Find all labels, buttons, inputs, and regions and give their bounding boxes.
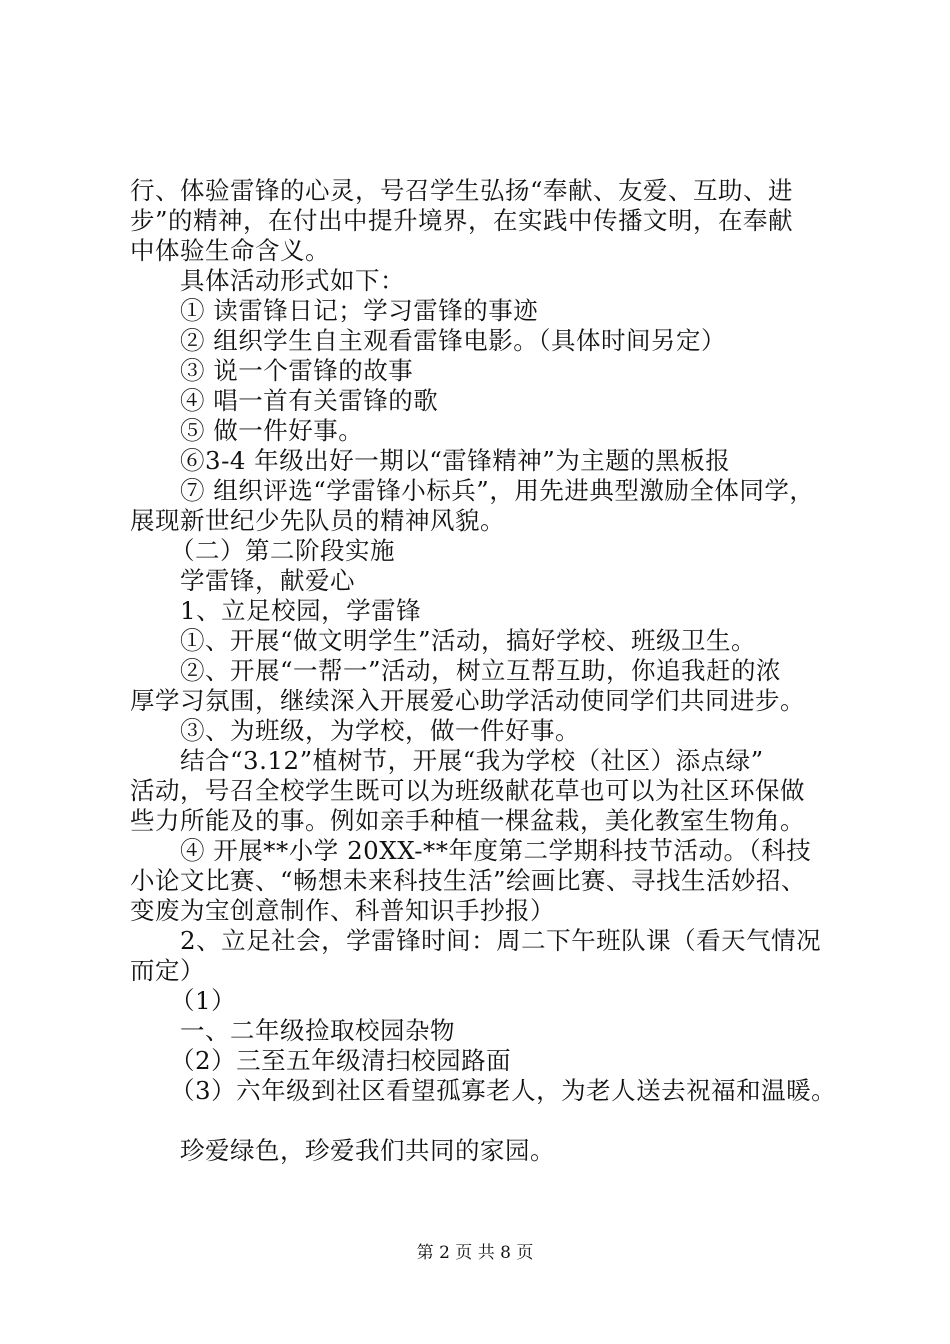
list-item: ⑥3-4 年级出好一期以“雷锋精神”为主题的黑板报 — [180, 446, 731, 475]
list-item: ⑦ 组织评选“学雷锋小标兵”，用先进典型激励全体同学， — [180, 476, 815, 505]
paragraph-line: 展现新世纪少先队员的精神风貌。 — [130, 506, 505, 535]
list-item: ④ 开展**小学 20XX-**年度第二学期科技节活动。（科技 — [180, 836, 812, 865]
paragraph-line: 厚学习氛围，继续深入开展爱心助学活动使同学们共同进步。 — [130, 686, 805, 715]
section-subheading: 学雷锋，献爱心 — [180, 566, 355, 595]
document-body — [130, 176, 840, 1166]
list-item: （3）六年级到社区看望孤寡老人，为老人送去祝福和温暖。 — [170, 1076, 837, 1105]
list-item: ④ 唱一首有关雷锋的歌 — [180, 386, 439, 415]
list-item: （1） — [170, 986, 237, 1015]
list-item: ③、为班级，为学校，做一件好事。 — [180, 716, 580, 745]
list-item: ①、开展“做文明学生”活动，搞好学校、班级卫生。 — [180, 626, 757, 655]
section-subheading: 1、立足校园，学雷锋 — [180, 596, 422, 625]
list-item: 一、二年级捡取校园杂物 — [180, 1016, 455, 1045]
page-footer: 第 2 页 共 8 页 — [416, 1243, 534, 1263]
list-item: ②、开展“一帮一”活动，树立互帮互助，你追我赶的浓 — [180, 656, 782, 685]
paragraph-line: 变废为宝创意制作、科普知识手抄报） — [130, 896, 555, 925]
paragraph-line: 具体活动形式如下： — [180, 266, 405, 295]
paragraph-line: 步”的精神，在付出中提升境界，在实践中传播文明，在奉献 — [130, 206, 794, 235]
section-heading: （二）第二阶段实施 — [170, 536, 395, 565]
list-item: ② 组织学生自主观看雷锋电影。（具体时间另定） — [180, 326, 727, 355]
closing-line: 珍爱绿色，珍爱我们共同的家园。 — [180, 1136, 555, 1165]
paragraph-line: 些力所能及的事。例如亲手种植一棵盆栽，美化教室生物角。 — [130, 806, 805, 835]
paragraph-line: 而定） — [130, 956, 205, 985]
list-item: （2）三至五年级清扫校园路面 — [170, 1046, 512, 1075]
paragraph-line: 小论文比赛、“畅想未来科技生活”绘画比赛、寻找生活妙招、 — [130, 866, 807, 895]
paragraph-line: 活动，号召全校学生既可以为班级献花草也可以为社区环保做 — [130, 776, 805, 805]
blank-line — [130, 1106, 840, 1136]
paragraph-line: 结合“3.12”植树节，开展“我为学校（社区）添点绿” — [180, 746, 764, 775]
list-item: ③ 说一个雷锋的故事 — [180, 356, 414, 385]
list-item: ① 读雷锋日记；学习雷锋的事迹 — [180, 296, 539, 325]
list-item: ⑤ 做一件好事。 — [180, 416, 364, 445]
paragraph-line: 中体验生命含义。 — [130, 236, 330, 265]
section-subheading: 2、立足社会，学雷锋时间：周二下午班队课（看天气情况 — [180, 926, 822, 955]
paragraph-line: 行、体验雷锋的心灵，号召学生弘扬“奉献、友爱、互助、进 — [130, 176, 794, 205]
